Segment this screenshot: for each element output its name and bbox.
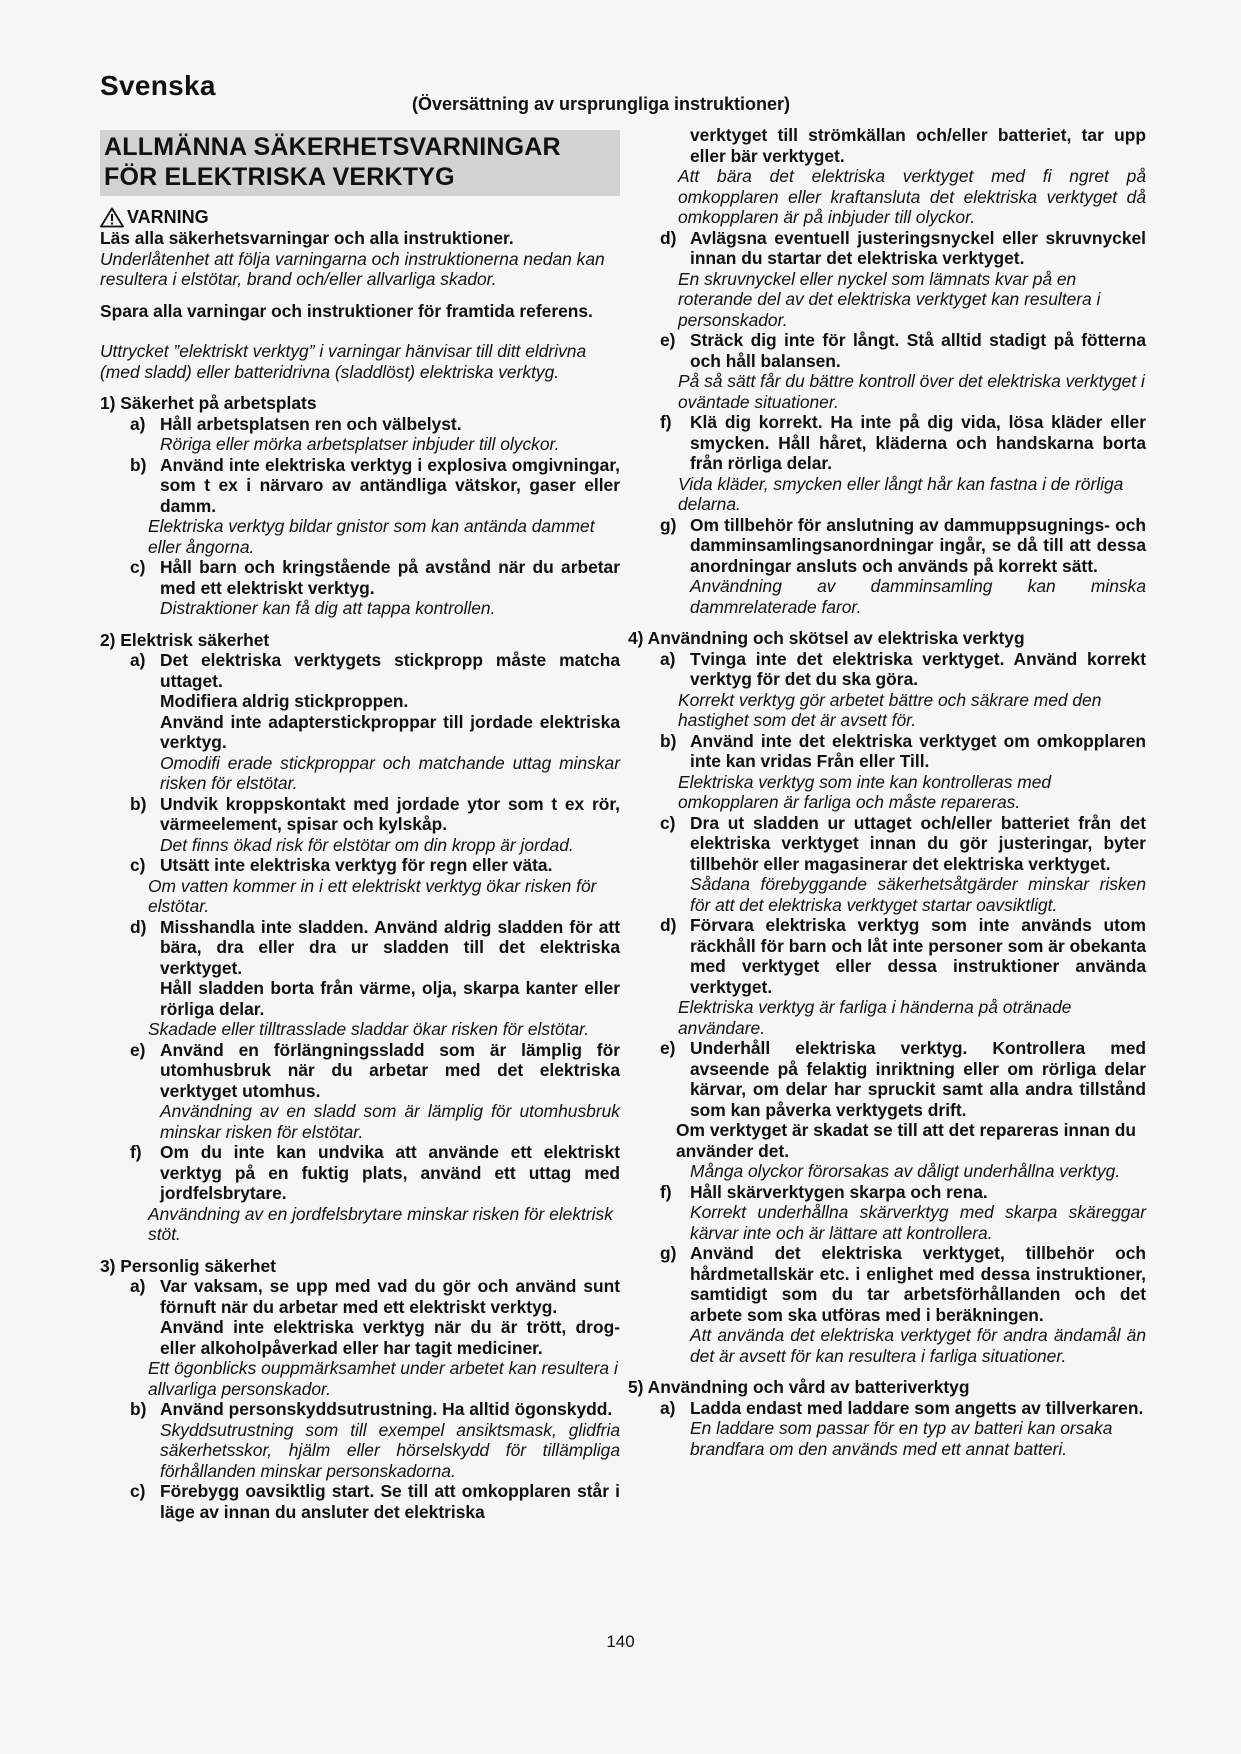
translation-note: (Översättning av ursprungliga instruktioner) [412, 94, 791, 114]
s3-item-g: g) Om tillbehör för anslutning av dammuppsugnings- och damminsamlingsanordningar ingår, se då till att dessa anordningar ansluts och används på korrekt sätt. [660, 514, 1146, 576]
title-line-1: ALLMÄNNA SÄKERHETSVARNINGAR [104, 133, 561, 161]
s2-item-a-line2: Modifiera aldrig stickproppen. [160, 691, 409, 711]
s2-item-b: b) Undvik kroppskontakt med jordade ytor som t ex rör, värmeelement, spisar och kylskåp. [130, 793, 620, 834]
s2-item-d: d) Misshandla inte sladden. Använd aldrig sladden för att bära, dra eller dra ur sladden till det elektriska verktyget. [130, 916, 620, 978]
s1-note-c: Distraktioner kan få dig att tappa kontrollen. [160, 598, 496, 618]
s1-item-a: a) Håll arbetsplatsen ren och välbelyst. [130, 413, 462, 434]
warning-save: Spara alla varningar och instruktioner för framtida referens. [100, 300, 593, 321]
s4-item-f: f) Håll skärverktygen skarpa och rena. [660, 1181, 988, 1202]
s4-note-c: Sådana förebyggande säkerhetsåtgärder minskar risken för att det elektriska verktyget startar oavsiktligt. [690, 874, 1146, 915]
s4-item-d: d) Förvara elektriska verktyg som inte används utom räckhåll för barn och låt inte personer som är obekanta med verktyget eller dessa instruktioner använda verktyget. [660, 915, 1146, 997]
s4-item-e-line2: Om verktyget är skadat se till att det repareras innan du använder det. [676, 1120, 1137, 1161]
s3-note-b: Skyddsutrustning som till exempel ansiktsmask, glidfria säkerhetsskor, hjälm eller hörselskydd för tillämpliga förhållanden minskar personskadorna. [160, 1419, 620, 1481]
title-line-2: FÖR ELEKTRISKA VERKTYG [104, 163, 455, 191]
s3-note-f: Vida kläder, smycken eller långt hår kan fastna i de rörliga delarna. [678, 473, 1124, 514]
page-number: 140 [606, 1632, 635, 1651]
s4-item-a: a) Tvinga inte det elektriska verktyget. Använd korrekt verktyg för det du ska göra. [660, 648, 1146, 689]
s2-item-f: f) Om du inte kan undvika att använde ett elektriskt verktyg på en fuktig plats, använd ett uttag med jordfelsbrytare. [130, 1142, 620, 1203]
warning-heading [100, 206, 620, 228]
warning-triangle-icon [100, 207, 124, 228]
s2-note-a: Omodifi erade stickproppar och matchande uttag minskar risken för elstötar. [160, 752, 620, 793]
right-column [630, 125, 1146, 1459]
s3-note-g: Användning av damminsamling kan minska dammrelaterade faror. [690, 576, 1146, 617]
s3-item-f: f) Klä dig korrekt. Ha inte på dig vida, lösa kläder eller smycken. Håll håret, kläderna och handskarna borta från rörliga delar. [660, 412, 1146, 473]
s3-item-c: c) Förebygg oavsiktlig start. Se till att omkopplaren står i läge av innan du ansluter det elektriska [130, 1481, 620, 1522]
s3-item-c-continued: verktyget till strömkällan och/eller batteriet, tar upp eller bär verktyget. [690, 125, 1146, 166]
s2-note-e: Användning av en sladd som är lämplig för utomhusbruk minskar risken för elstötar. [160, 1101, 620, 1142]
section-4-title: 4) Användning och skötsel av elektriska verktyg [628, 628, 1025, 648]
section-1-title: 1) Säkerhet på arbetsplats [100, 393, 317, 413]
section-title-box [100, 130, 620, 196]
s2-item-c: c) Utsätt inte elektriska verktyg för regn eller väta. [130, 855, 553, 875]
s2-note-d: Skadade eller tilltrasslade sladdar ökar risken för elstötar. [148, 1019, 590, 1039]
s3-note-a: Ett ögonblicks ouppmärksamhet under arbetet kan resultera i allvarliga personskador. [148, 1358, 618, 1399]
s4-item-c: c) Dra ut sladden ur uttaget och/eller batteriet från det elektriska verktyget innan du gör justeringar, byter tillbehör eller magasinerar det elektriska verktyget. [660, 812, 1146, 874]
s4-note-e: Många olyckor förorsakas av dåligt underhållna verktyg. [690, 1161, 1121, 1181]
s4-note-d: Elektriska verktyg är farliga i händerna på otränade användare. [678, 997, 1072, 1038]
s2-note-c: Om vatten kommer in i ett elektriskt verktyg ökar risken för elstötar. [148, 875, 597, 916]
s2-item-a: a) Det elektriska verktygets stickpropp måste matcha uttaget. [130, 650, 620, 691]
s2-note-f: Användning av en jordfelsbrytare minskar risken för elektrisk stöt. [148, 1203, 613, 1244]
s4-item-g: g) Använd det elektriska verktyget, tillbehör och hårdmetallskär etc. i enlighet med dessa instruktioner, samtidigt som du tar arbetsförhållanden och det arbete som ska utföras med i beräkningen. [660, 1243, 1146, 1325]
s3-item-e: e) Sträck dig inte för långt. Stå alltid stadigt på fötterna och håll balansen. [660, 330, 1146, 371]
warning-label: VARNING [127, 207, 209, 227]
s2-note-b: Det finns ökad risk för elstötar om din kropp är jordad. [160, 834, 574, 855]
section-5-title: 5) Användning och vård av batteriverktyg [628, 1377, 970, 1397]
s1-item-b: b) Använd inte elektriska verktyg i explosiva omgivningar, som t ex i närvaro av antändliga vätskor, gaser eller damm. [130, 454, 620, 516]
s3-item-b: b) Använd personskyddsutrustning. Ha alltid ögonskydd. [130, 1399, 613, 1419]
s3-note-e: På så sätt får du bättre kontroll över det elektriska verktyget i oväntade situationer. [678, 371, 1145, 412]
section-3-title: 3) Personlig säkerhet [100, 1255, 276, 1276]
s1-item-c: c) Håll barn och kringstående på avstånd när du arbetar med ett elektriskt verktyg. [130, 557, 620, 598]
s5-item-a: a) Ladda endast med laddare som angetts av tillverkaren. [660, 1397, 1144, 1418]
s4-note-g: Att använda det elektriska verktyget för andra ändamål än det är avsett för kan resultera i farliga situationer. [690, 1325, 1146, 1366]
s5-note-a: En laddare som passar för en typ av batteri kan orsaka brandfara om den används med ett annat batteri. [690, 1418, 1113, 1459]
s3-note-d: En skruvnyckel eller nyckel som lämnats kvar på en roterande del av det elektriska verktyget kan resultera i personskador. [678, 268, 1101, 330]
s4-note-f: Korrekt underhållna skärverktyg med skarpa skäreggar kärvar inte och är lättare att kontrollera. [690, 1202, 1146, 1243]
s4-note-a: Korrekt verktyg gör arbetet bättre och säkrare med den hastighet som det är avsett för. [678, 689, 1102, 730]
section-2-title: 2) Elektrisk säkerhet [100, 629, 270, 650]
s3-item-a-line2: Använd inte elektriska verktyg när du är trött, drog- eller alkoholpåverkad eller har tagit mediciner. [160, 1317, 620, 1358]
warning-consequence: Underlåtenhet att följa varningarna och instruktionerna nedan kan resultera i elstötar, brand och/eller allvarliga skador. [100, 248, 605, 289]
s1-note-a: Röriga eller mörka arbetsplatser inbjuder till olyckor. [160, 434, 560, 454]
s3-item-d: d) Avlägsna eventuell justeringsnyckel eller skruvnyckel innan du startar det elektriska verktyget. [660, 227, 1146, 268]
warning-read-all: Läs alla säkerhetsvarningar och alla instruktioner. [100, 228, 514, 248]
s4-note-b: Elektriska verktyg som inte kan kontrolleras med omkopplaren är farliga och måste repareras. [678, 771, 1052, 812]
s4-item-b: b) Använd inte det elektriska verktyget om omkopplaren inte kan vridas Från eller Till. [660, 730, 1146, 771]
s1-note-b: Elektriska verktyg bildar gnistor som kan antända dammet eller ångorna. [148, 516, 595, 557]
s2-item-d-line2: Håll sladden borta från värme, olja, skarpa kanter eller rörliga delar. [160, 978, 620, 1019]
language-heading: Svenska [100, 70, 216, 101]
s4-item-e: e) Underhåll elektriska verktyg. Kontrollera med avseende på felaktig inriktning eller om rörliga delar kärvar, om delar har spruckit samt alla andra tillstånd som kan påverka verktygets drift. [660, 1038, 1146, 1120]
s3-note-c: Att bära det elektriska verktyget med fi ngret på omkopplaren eller kraftansluta det elektriska verktyget då omkopplaren är på inbjuder till olyckor. [678, 166, 1146, 227]
left-column [100, 130, 620, 1522]
warning-term: Uttrycket ”elektriskt verktyg” i varningar hänvisar till ditt eldrivna (med sladd) eller batteridrivna (sladdlöst) elektriska verktyg. [100, 341, 587, 382]
s2-item-e: e) Använd en förlängningssladd som är lämplig för utomhusbruk när du arbetar med det elektriska verktyget utomhus. [130, 1039, 620, 1101]
s2-item-a-line3: Använd inte adapterstickproppar till jordade elektriska verktyg. [160, 711, 620, 752]
s3-item-a: a) Var vaksam, se upp med vad du gör och använd sunt förnuft när du arbetar med ett elektriskt verktyg. [130, 1276, 620, 1317]
